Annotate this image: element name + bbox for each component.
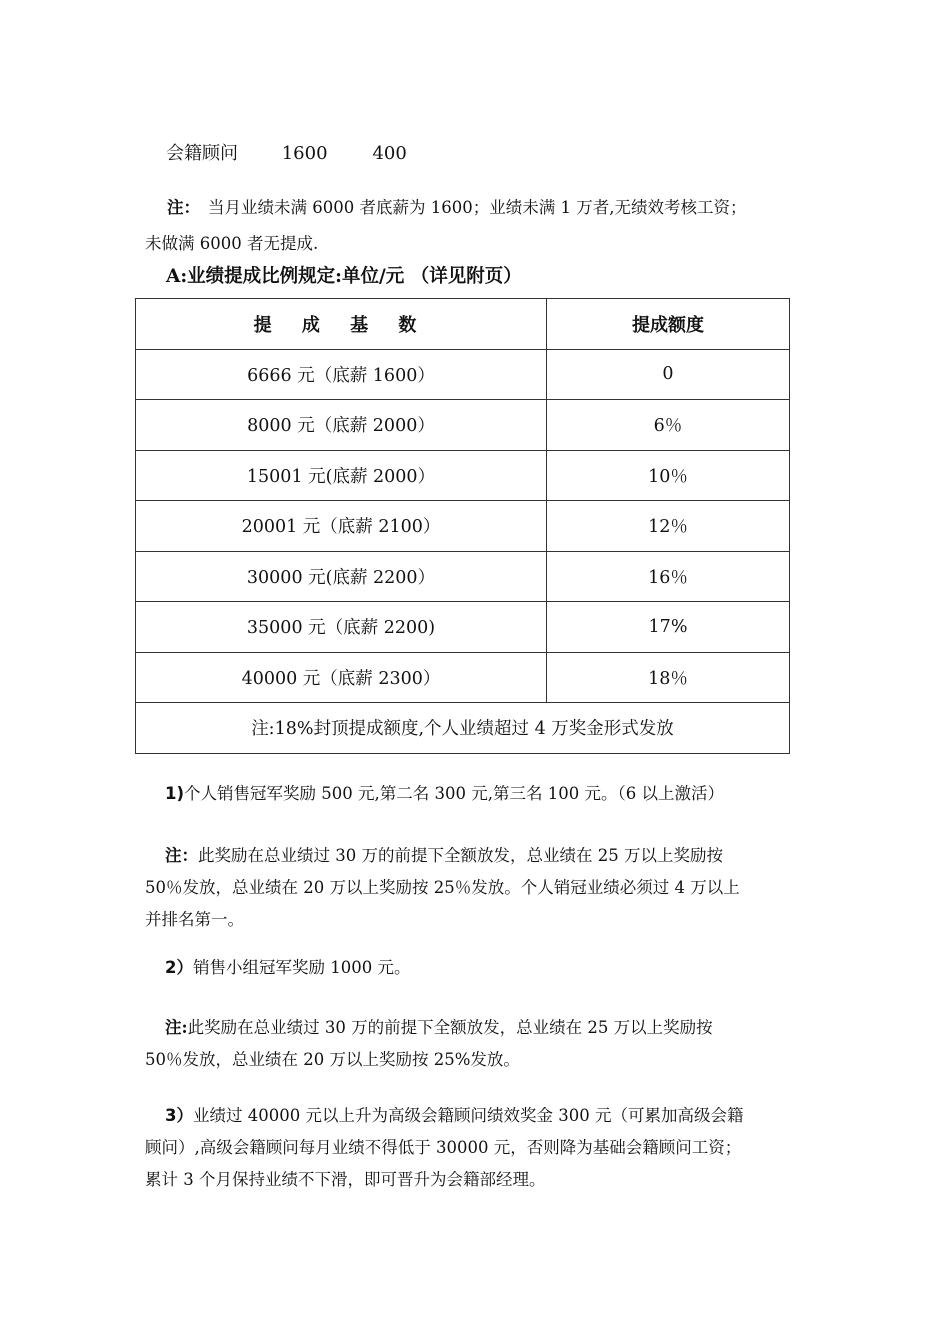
column-header-amount: 提成额度 <box>547 299 790 350</box>
table-header-row <box>136 299 790 350</box>
note-line-1: 当月业绩未满 6000 者底薪为 1600；业绩未满 1 万者,无绩效考核工资； <box>208 198 747 217</box>
rate-cell: 17% <box>547 602 790 653</box>
table-row <box>136 450 790 501</box>
role-label: 会籍顾问 <box>166 143 238 164</box>
item-number: 3） <box>165 1106 193 1125</box>
top-note <box>145 190 810 262</box>
item-1 <box>145 778 815 810</box>
table-footer-note: 注:18%封顶提成额度,个人业绩超过 4 万奖金形式发放 <box>136 703 790 754</box>
note-line-3: 并排名第一。 <box>145 910 244 929</box>
note-label: 注： <box>165 846 198 865</box>
salary-header-row <box>166 139 407 165</box>
note-line-1: 此奖励在总业绩过 30 万的前提下全额放发，总业绩在 25 万以上奖励按 <box>198 846 723 865</box>
base-cell: 30000 元(底薪 2200） <box>136 551 547 602</box>
rate-cell: 16％ <box>547 551 790 602</box>
note-label: 注: <box>165 1018 188 1037</box>
rate-cell: 10％ <box>547 450 790 501</box>
base-cell: 8000 元（底薪 2000） <box>136 400 547 451</box>
table-row <box>136 551 790 602</box>
note-1 <box>145 840 815 936</box>
item-number: 1) <box>165 784 185 803</box>
rate-cell: 6％ <box>547 400 790 451</box>
item-line-2: 顾问）,高级会籍顾问每月业绩不得低于 30000 元，否则降为基础会籍顾问工资； <box>145 1138 742 1157</box>
table-title: A:业绩提成比例规定:单位/元 （详见附页） <box>166 266 522 287</box>
item-text: 销售小组冠军奖励 1000 元。 <box>192 958 411 977</box>
note-line-2: 未做满 6000 者无提成. <box>145 234 319 253</box>
table-row <box>136 652 790 703</box>
column-header-base: 提 成 基 数 <box>136 299 547 350</box>
base-cell: 6666 元（底薪 1600） <box>136 349 547 400</box>
base-cell: 40000 元（底薪 2300） <box>136 652 547 703</box>
other-value: 400 <box>372 143 407 164</box>
item-number: 2） <box>165 958 193 977</box>
note-line-2: 50％发放，总业绩在 20 万以上奖励按 25％发放。个人销冠业绩必须过 4 万以上 <box>145 878 740 897</box>
item-text: 个人销售冠军奖励 500 元,第二名 300 元,第三名 100 元。（6 以上激活） <box>184 784 724 803</box>
note-label: 注： <box>167 198 200 217</box>
table-row <box>136 602 790 653</box>
base-cell: 20001 元（底薪 2100） <box>136 501 547 552</box>
note-line-1: 此奖励在总业绩过 30 万的前提下全额放发，总业绩在 25 万以上奖励按 <box>187 1018 713 1037</box>
note-2 <box>145 1012 815 1076</box>
table-row <box>136 349 790 400</box>
item-2 <box>145 952 815 984</box>
table-row <box>136 400 790 451</box>
item-line-3: 累计 3 个月保持业绩不下滑，即可晋升为会籍部经理。 <box>145 1170 546 1189</box>
commission-table <box>135 298 790 754</box>
base-cell: 35000 元（底薪 2200) <box>136 602 547 653</box>
rate-cell: 0 <box>547 349 790 400</box>
item-3 <box>145 1100 815 1196</box>
item-line-1: 业绩过 40000 元以上升为高级会籍顾问绩效奖金 300 元（可累加高级会籍 <box>192 1106 744 1125</box>
note-line-2: 50％发放，总业绩在 20 万以上奖励按 25%发放。 <box>145 1050 520 1069</box>
table-row <box>136 501 790 552</box>
base-cell: 15001 元(底薪 2000） <box>136 450 547 501</box>
base-salary-value: 1600 <box>281 143 328 164</box>
rate-cell: 18％ <box>547 652 790 703</box>
table-footer-row <box>136 703 790 754</box>
rate-cell: 12％ <box>547 501 790 552</box>
